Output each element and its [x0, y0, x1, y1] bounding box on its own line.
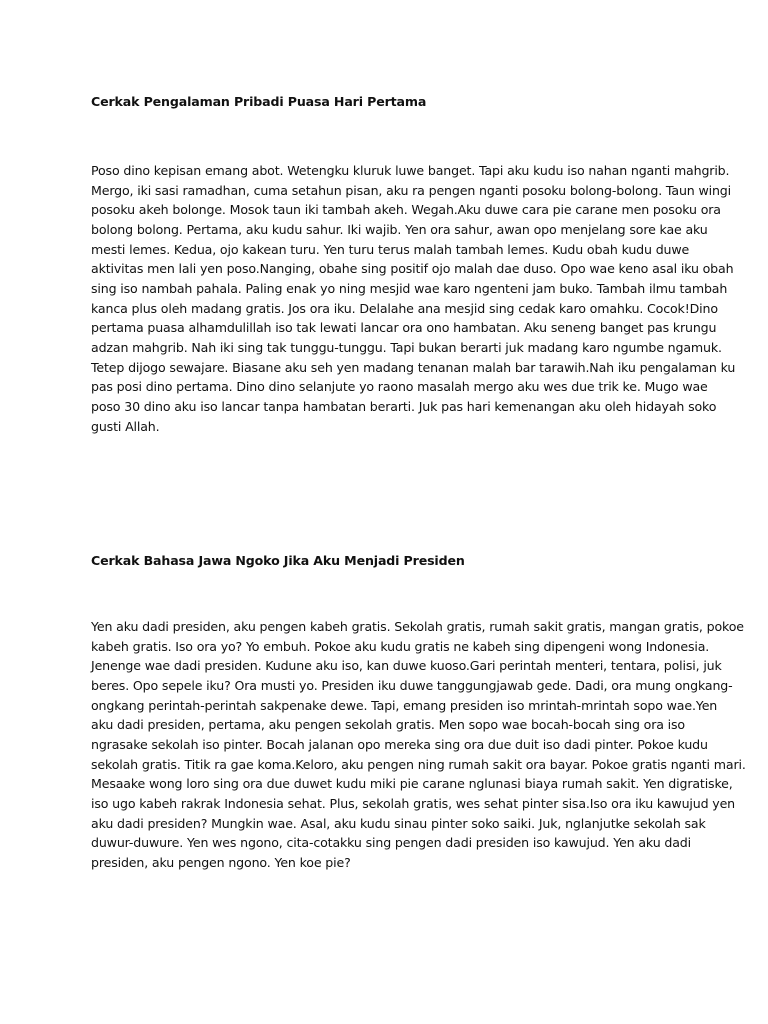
- paragraph-line: aku dadi presiden, pertama, aku pengen sekolah gratis. Men sopo wae bocah-bocah sing ora iso: [91, 717, 685, 733]
- section-2-paragraph: [91, 617, 746, 873]
- section-1-title: Cerkak Pengalaman Pribadi Puasa Hari Pertama: [91, 94, 427, 109]
- paragraph-line: sing iso nambah pahala. Paling enak yo ning mesjid wae karo ngenteni jam buko. Tambah ilmu tambah: [91, 280, 728, 296]
- paragraph-line: iso ugo kabeh rakrak Indonesia sehat. Plus, sekolah gratis, wes sehat pinter sisa.Iso ora iku kawujud yen: [91, 795, 736, 811]
- paragraph-line: adzan mahgrib. Nah iki sing tak tunggu-tunggu. Tapi bukan berarti juk madang karo ngumbe ngamuk.: [91, 339, 722, 355]
- paragraph-line: Yen aku dadi presiden, aku pengen kabeh gratis. Sekolah gratis, rumah sakit gratis, mangan gratis, pokoe: [91, 619, 744, 634]
- paragraph-line: Mergo, iki sasi ramadhan, cuma setahun pisan, aku ra pengen nganti posoku bolong-bolong. Taun wingi: [91, 182, 731, 198]
- paragraph-line: poso 30 dino aku iso lancar tanpa hambatan berarti. Juk pas hari kemenangan aku oleh hidayah soko: [91, 398, 717, 414]
- paragraph-line: mesti lemes. Kedua, ojo kakean turu. Yen turu terus malah tambah lemes. Kudu obah kudu duwe: [91, 241, 690, 257]
- paragraph-line: Mesaake wong loro sing ora due duwet kudu miki pie carane nglunasi biaya rumah sakit. Yen digratiske,: [91, 776, 733, 792]
- paragraph-line: Tetep dijogo sewajare. Biasane aku seh yen madang tenanan malah bar tarawih.Nah iku pengalaman ku: [91, 359, 736, 375]
- paragraph-line: pas posi dino pertama. Dino dino selanjute yo raono masalah mergo aku wes due trik ke. Mugo wae: [91, 379, 708, 395]
- paragraph-line: posoku akeh bolonge. Mosok taun iki tambah akeh. Wegah.Aku duwe cara pie carane men posoku ora: [91, 202, 721, 218]
- paragraph-line: Poso dino kepisan emang abot. Wetengku kluruk luwe banget. Tapi aku kudu iso nahan nganti mahgrib.: [91, 163, 730, 178]
- paragraph-line: pertama puasa alhamdulillah iso tak lewati lancar ora ono hambatan. Aku seneng banget pas krungu: [91, 320, 717, 336]
- paragraph-line: kabeh gratis. Iso ora yo? Yo embuh. Pokoe aku kudu gratis ne kabeh sing dipengeni wong Indonesia.: [91, 638, 710, 654]
- paragraph-line: ngrasake sekolah iso pinter. Bocah jalanan opo mereka sing ora due duit iso dadi pinter. Pokoe kudu: [91, 736, 708, 752]
- paragraph-line: Jenenge wae dadi presiden. Kudune aku iso, kan duwe kuoso.Gari perintah menteri, tentara, polisi, juk: [91, 658, 722, 674]
- paragraph-line: aku dadi presiden? Mungkin wae. Asal, aku kudu sinau pinter soko saiki. Juk, nglanjutke sekolah sak: [91, 815, 706, 831]
- paragraph-line: sekolah gratis. Titik ra gae koma.Keloro, aku pengen ning rumah sakit ora bayar. Pokoe gratis nganti mari.: [91, 756, 746, 772]
- paragraph-line: kanca plus oleh madang gratis. Jos ora iku. Delalahe ana mesjid sing cedak karo omahku. Cocok!Dino: [91, 300, 718, 316]
- paragraph-line: bolong bolong. Pertama, aku kudu sahur. Iki wajib. Yen ora sahur, awan opo menjelang sore kae aku: [91, 221, 708, 237]
- paragraph-line: beres. Opo sepele iku? Ora musti yo. Presiden iku duwe tanggungjawab gede. Dadi, ora mung ongkang-: [91, 677, 733, 693]
- paragraph-line: ongkang perintah-perintah sakpenake dewe. Tapi, emang presiden iso mrintah-mrintah sopo wae.Yen: [91, 697, 718, 713]
- paragraph-line: presiden, aku pengen ngono. Yen koe pie?: [91, 854, 351, 870]
- section-2-title: Cerkak Bahasa Jawa Ngoko Jika Aku Menjadi Presiden: [91, 553, 465, 568]
- paragraph-line: gusti Allah.: [91, 418, 160, 434]
- paragraph-line: duwur-duwure. Yen wes ngono, cita-cotakku sing pengen dadi presiden iso kawujud. Yen aku dadi: [91, 835, 691, 851]
- section-1-paragraph: [91, 161, 736, 436]
- paragraph-line: aktivitas men lali yen poso.Nanging, obahe sing positif ojo malah dae duso. Opo wae keno asal iku obah: [91, 261, 734, 277]
